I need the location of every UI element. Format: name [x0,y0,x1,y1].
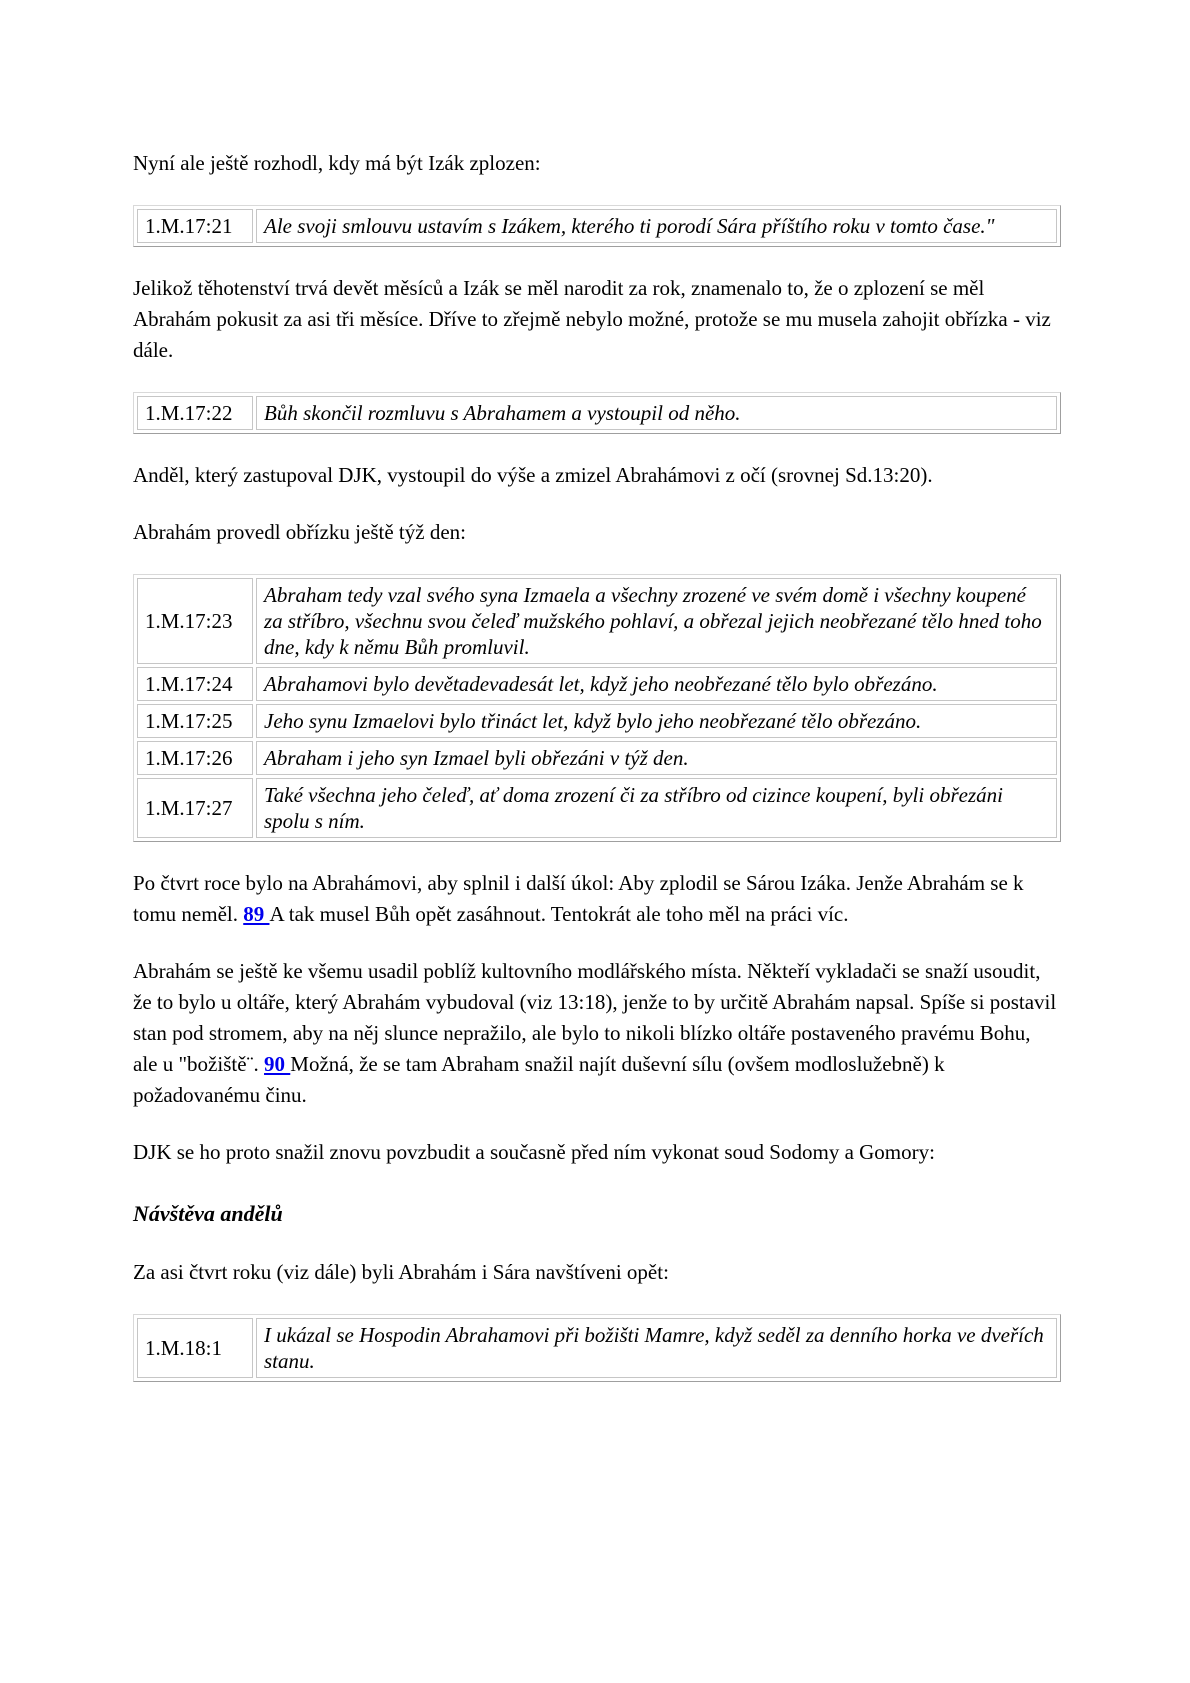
section-heading-navsteva-andelu: Návštěva andělů [133,1201,283,1226]
verse-ref-cell: 1.M.17:27 [137,778,253,838]
verse-ref-cell: 1.M.17:21 [137,209,253,243]
verse-row [137,667,1057,701]
paragraph-text-after-link: Možná, že se tam Abraham snažil najít duševní sílu (ovšem modloslužebně) k požadovanému činu. [133,1052,945,1107]
verse-row [137,396,1057,430]
paragraph-djk-povzbudit: DJK se ho proto snažil znovu povzbudit a současně před ním vykonat soud Sodomy a Gomory: [133,1140,935,1164]
verse-row [137,778,1057,838]
verse-row [137,741,1057,775]
verse-ref-cell: 1.M.17:22 [137,396,253,430]
footnote-link-90[interactable]: 90 [264,1052,291,1076]
verse-ref-cell: 1.M.17:25 [137,704,253,738]
paragraph-za-ctvrt-roku: Za asi čtvrt roku (viz dále) byli Abrahám i Sára navštíveni opět: [133,1260,669,1284]
paragraph-text-before-link: Abrahám se ještě ke všemu usadil poblíž kultovního modlářského místa. Někteří vykladači se snaží usoudit, že to bylo u oltáře, který Abrahám vybudoval (viz 13:18), jenže to by určitě Abrahám napsal. Spíše si postavil stan pod stromem, aby na něj slunce nepražilo, ale bylo to nikoli blízko oltáře postaveného pravému Bohu, ale u "božiště¨. [133,959,1057,1076]
verse-text-cell: Ale svoji smlouvu ustavím s Izákem, kterého ti porodí Sára příštího roku v tomto čase." [256,209,1057,243]
verse-table-18-1 [133,1314,1061,1382]
verse-table-17-23-27 [133,574,1061,842]
verse-ref-cell: 1.M.17:23 [137,578,253,664]
footnote-link-89[interactable]: 89 [243,902,270,926]
verse-ref-cell: 1.M.17:24 [137,667,253,701]
verse-text-cell: Také všechna jeho čeleď, ať doma zrození či za stříbro od cizince koupení, byli obřezáni spolu s ním. [256,778,1057,838]
paragraph-text-before-link: Po čtvrt roce bylo na Abrahámovi, aby splnil i další úkol: Aby zplodil se Sárou Izáka. Jenže Abrahám se k tomu neměl. [133,871,1024,926]
paragraph-izak-zplozen: Nyní ale ještě rozhodl, kdy má být Izák zplozen: [133,151,541,175]
verse-table-17-22 [133,392,1061,434]
verse-row [137,209,1057,243]
verse-ref-cell: 1.M.18:1 [137,1318,253,1378]
verse-text-cell: Abraham i jeho syn Izmael byli obřezáni v týž den. [256,741,1057,775]
verse-text-cell: I ukázal se Hospodin Abrahamovi při božišti Mamre, když seděl za denního horka ve dveřích stanu. [256,1318,1057,1378]
verse-table-17-21 [133,205,1061,247]
paragraph-text-after-link: A tak musel Bůh opět zasáhnout. Tentokrát ale toho měl na práci víc. [269,902,849,926]
paragraph-andel-djk: Anděl, který zastupoval DJK, vystoupil do výše a zmizel Abrahámovi z očí (srovnej Sd.13:20). [133,463,933,487]
verse-text-cell: Bůh skončil rozmluvu s Abrahamem a vystoupil od něho. [256,396,1057,430]
verse-text-cell: Abraham tedy vzal svého syna Izmaela a všechny zrozené ve svém domě i všechny koupené za stříbro, všechnu svou čeleď mužského pohlaví, a obřezal jejich neobřezané tělo hned toho dne, kdy k němu Bůh promluvil. [256,578,1057,664]
paragraph-kultovni-misto [133,956,1058,1111]
verse-ref-cell: 1.M.17:26 [137,741,253,775]
verse-text-cell: Abrahamovi bylo devětadevadesát let, když jeho neobřezané tělo bylo obřezáno. [256,667,1057,701]
verse-row [137,1318,1057,1378]
verse-text-cell: Jeho synu Izmaelovi bylo třináct let, když bylo jeho neobřezané tělo obřezáno. [256,704,1057,738]
paragraph-po-ctvrt-roce [133,868,1058,930]
verse-row [137,578,1057,664]
paragraph-obrizka-tyz-den: Abrahám provedl obřízku ještě týž den: [133,520,466,544]
paragraph-tehotenstvi: Jelikož těhotenství trvá devět měsíců a Izák se měl narodit za rok, znamenalo to, že o zplození se měl Abrahám pokusit za asi tři měsíce. Dříve to zřejmě nebylo možné, protože se mu musela zahojit obřízka - viz dále. [133,276,1051,362]
verse-row [137,704,1057,738]
